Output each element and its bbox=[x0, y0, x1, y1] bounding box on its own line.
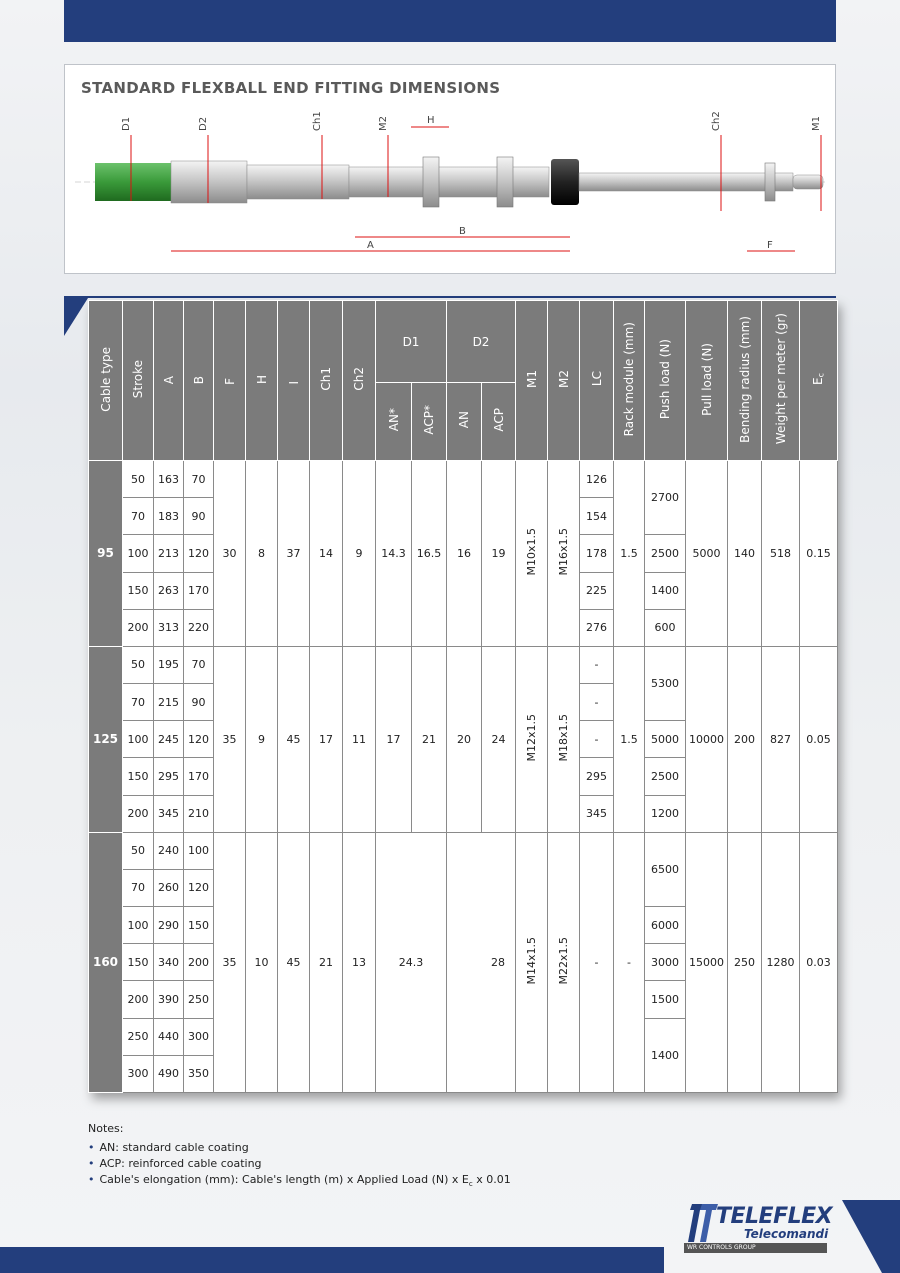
logo-strip: WR CONTROLS GROUP bbox=[684, 1243, 827, 1253]
lc-cell: - bbox=[580, 646, 614, 683]
stroke-cell: 50 bbox=[123, 461, 154, 498]
label-a: A bbox=[367, 240, 374, 251]
lc-cell: 225 bbox=[580, 572, 614, 609]
b-cell: 120 bbox=[184, 721, 214, 758]
m1-cell: M12x1.5 bbox=[516, 646, 548, 832]
a-cell: 240 bbox=[154, 832, 184, 869]
a-cell: 440 bbox=[154, 1018, 184, 1055]
header-i: I bbox=[278, 301, 310, 461]
lc-cell: 295 bbox=[580, 758, 614, 795]
a-cell: 245 bbox=[154, 721, 184, 758]
push-cell: 2700 bbox=[645, 461, 686, 535]
header-d2-an: AN bbox=[447, 383, 482, 461]
a-cell: 195 bbox=[154, 646, 184, 683]
d2-cell: 28 bbox=[447, 832, 516, 1092]
a-cell: 263 bbox=[154, 572, 184, 609]
label-f: F bbox=[767, 240, 773, 251]
table-row bbox=[89, 461, 838, 480]
ch1-cell: 17 bbox=[310, 646, 343, 832]
h-cell: 9 bbox=[246, 646, 278, 832]
ec-cell: 0.03 bbox=[800, 832, 838, 1092]
d1-acp-cell: 21 bbox=[412, 646, 447, 832]
rod bbox=[579, 173, 793, 191]
f-cell: 35 bbox=[214, 646, 246, 832]
cable-type-cell: 95 bbox=[89, 461, 123, 647]
push-cell: 2500 bbox=[645, 535, 686, 572]
a-cell: 390 bbox=[154, 981, 184, 1018]
b-cell: 350 bbox=[184, 1055, 214, 1092]
b-cell: 90 bbox=[184, 684, 214, 721]
header-d2: D2 bbox=[447, 301, 516, 383]
header-pull-load: Pull load (N) bbox=[686, 301, 728, 461]
push-cell: 1400 bbox=[645, 1018, 686, 1092]
b-cell: 300 bbox=[184, 1018, 214, 1055]
stroke-cell: 50 bbox=[123, 646, 154, 683]
push-cell: 2500 bbox=[645, 758, 686, 795]
note-item: • AN: standard cable coating bbox=[88, 1141, 511, 1154]
table-row bbox=[89, 646, 838, 665]
stroke-cell: 70 bbox=[123, 684, 154, 721]
stroke-cell: 300 bbox=[123, 1055, 154, 1092]
b-cell: 220 bbox=[184, 609, 214, 646]
stroke-cell: 150 bbox=[123, 572, 154, 609]
a-cell: 345 bbox=[154, 795, 184, 832]
pull-cell: 15000 bbox=[686, 832, 728, 1092]
notes-section bbox=[88, 1122, 511, 1191]
push-cell: 1500 bbox=[645, 981, 686, 1018]
label-d1: D1 bbox=[121, 116, 132, 131]
body-d2 bbox=[171, 161, 247, 203]
d2-acp-cell: 19 bbox=[482, 461, 516, 647]
b-cell: 100 bbox=[184, 832, 214, 869]
push-cell: 1200 bbox=[645, 795, 686, 832]
logo-mark-icon bbox=[686, 1202, 720, 1244]
table-row bbox=[89, 832, 838, 851]
d1-cell: 24.3 bbox=[376, 832, 447, 1092]
label-b: B bbox=[459, 226, 466, 237]
header-d1: D1 bbox=[376, 301, 447, 383]
a-cell: 295 bbox=[154, 758, 184, 795]
d2-acp-cell: 24 bbox=[482, 646, 516, 832]
push-cell: 6500 bbox=[645, 832, 686, 906]
stroke-cell: 100 bbox=[123, 721, 154, 758]
b-cell: 200 bbox=[184, 944, 214, 981]
rack-cell: 1.5 bbox=[614, 646, 645, 832]
h-cell: 8 bbox=[246, 461, 278, 647]
header-rack-module: Rack module (mm) bbox=[614, 301, 645, 461]
cable-type-cell: 160 bbox=[89, 832, 123, 1092]
push-cell: 1400 bbox=[645, 572, 686, 609]
ch2-cell: 13 bbox=[343, 832, 376, 1092]
m2-cell: M22x1.5 bbox=[548, 832, 580, 1092]
ec-cell: 0.15 bbox=[800, 461, 838, 647]
header-a: A bbox=[154, 301, 184, 461]
b-cell: 120 bbox=[184, 535, 214, 572]
label-ch2: Ch2 bbox=[711, 111, 722, 131]
d1-an-cell: 17 bbox=[376, 646, 412, 832]
dimension-table bbox=[88, 300, 837, 1093]
label-ch1: Ch1 bbox=[312, 111, 323, 131]
pull-cell: 10000 bbox=[686, 646, 728, 832]
cable-type-cell: 125 bbox=[89, 646, 123, 832]
stroke-cell: 200 bbox=[123, 795, 154, 832]
f-cell: 30 bbox=[214, 461, 246, 647]
a-cell: 340 bbox=[154, 944, 184, 981]
teleflex-logo bbox=[684, 1200, 834, 1260]
header-d2-acp: ACP bbox=[482, 383, 516, 461]
header-d1-an: AN* bbox=[376, 383, 412, 461]
shaft-1 bbox=[247, 165, 349, 199]
ch1-cell: 21 bbox=[310, 832, 343, 1092]
stroke-cell: 70 bbox=[123, 869, 154, 906]
ec-cell: 0.05 bbox=[800, 646, 838, 832]
i-cell: 45 bbox=[278, 832, 310, 1092]
m2-cell: M16x1.5 bbox=[548, 461, 580, 647]
note-item: • Cable's elongation (mm): Cable's length (m) x Applied Load (N) x $E_c$ x 0.01 bbox=[88, 1173, 511, 1188]
m2-cell: M18x1.5 bbox=[548, 646, 580, 832]
b-cell: 70 bbox=[184, 461, 214, 498]
lc-cell: 178 bbox=[580, 535, 614, 572]
m1-cell: M14x1.5 bbox=[516, 832, 548, 1092]
nut-1 bbox=[423, 157, 439, 207]
push-cell: 600 bbox=[645, 609, 686, 646]
lc-cell: 126 bbox=[580, 461, 614, 498]
stroke-cell: 150 bbox=[123, 944, 154, 981]
weight-cell: 1280 bbox=[762, 832, 800, 1092]
nut-2 bbox=[497, 157, 513, 207]
a-cell: 290 bbox=[154, 907, 184, 944]
diagram-title: STANDARD FLEXBALL END FITTING DIMENSIONS bbox=[81, 79, 501, 97]
b-cell: 120 bbox=[184, 869, 214, 906]
label-m2: M2 bbox=[378, 116, 389, 131]
a-cell: 213 bbox=[154, 535, 184, 572]
bottom-corner-accent bbox=[842, 1200, 900, 1273]
header-b: B bbox=[184, 301, 214, 461]
shaft-2 bbox=[349, 167, 549, 197]
black-ring bbox=[551, 159, 579, 205]
stroke-cell: 200 bbox=[123, 609, 154, 646]
weight-cell: 518 bbox=[762, 461, 800, 647]
header-push-load: Push load (N) bbox=[645, 301, 686, 461]
bend-cell: 200 bbox=[728, 646, 762, 832]
a-cell: 215 bbox=[154, 684, 184, 721]
b-cell: 70 bbox=[184, 646, 214, 683]
stroke-cell: 100 bbox=[123, 907, 154, 944]
logo-sub: Telecomandi bbox=[744, 1227, 829, 1241]
b-cell: 170 bbox=[184, 572, 214, 609]
rod-end bbox=[793, 175, 823, 189]
ch1-cell: 14 bbox=[310, 461, 343, 647]
stroke-cell: 70 bbox=[123, 498, 154, 535]
stroke-cell: 50 bbox=[123, 832, 154, 869]
label-h: H bbox=[427, 115, 435, 126]
header-cable-type: Cable type bbox=[89, 301, 123, 461]
lc-cell: 154 bbox=[580, 498, 614, 535]
top-banner bbox=[64, 0, 836, 42]
i-cell: 45 bbox=[278, 646, 310, 832]
lc-cell: 276 bbox=[580, 609, 614, 646]
h-cell: 10 bbox=[246, 832, 278, 1092]
flexball-drawing bbox=[65, 65, 835, 273]
lc-cell: - bbox=[580, 721, 614, 758]
header-d1-acp: ACP* bbox=[412, 383, 447, 461]
ch2-cell: 11 bbox=[343, 646, 376, 832]
nut-3 bbox=[765, 163, 775, 201]
d1-acp-cell: 16.5 bbox=[412, 461, 447, 647]
i-cell: 37 bbox=[278, 461, 310, 647]
dimension-diagram bbox=[64, 64, 836, 274]
push-cell: 3000 bbox=[645, 944, 686, 981]
ch2-cell: 9 bbox=[343, 461, 376, 647]
bend-cell: 250 bbox=[728, 832, 762, 1092]
d1-an-cell: 14.3 bbox=[376, 461, 412, 647]
label-d2: D2 bbox=[198, 116, 209, 131]
rack-cell: 1.5 bbox=[614, 461, 645, 647]
lc-cell: - bbox=[580, 832, 614, 1092]
corner-accent bbox=[64, 298, 88, 336]
label-m1: M1 bbox=[811, 116, 822, 131]
push-cell: 5000 bbox=[645, 721, 686, 758]
stroke-cell: 200 bbox=[123, 981, 154, 1018]
push-cell: 6000 bbox=[645, 907, 686, 944]
rack-cell: - bbox=[614, 832, 645, 1092]
logo-name: TELEFLEX bbox=[716, 1204, 833, 1229]
bottom-banner bbox=[0, 1247, 664, 1273]
m1-cell: M10x1.5 bbox=[516, 461, 548, 647]
lc-cell: - bbox=[580, 684, 614, 721]
header-weight: Weight per meter (gr) bbox=[762, 301, 800, 461]
bend-cell: 140 bbox=[728, 461, 762, 647]
header-h: H bbox=[246, 301, 278, 461]
header-bending-radius: Bending radius (mm) bbox=[728, 301, 762, 461]
section-divider bbox=[64, 296, 836, 298]
b-cell: 250 bbox=[184, 981, 214, 1018]
d2-an-cell: 16 bbox=[447, 461, 482, 647]
notes-title: Notes: bbox=[88, 1122, 124, 1135]
pull-cell: 5000 bbox=[686, 461, 728, 647]
a-cell: 183 bbox=[154, 498, 184, 535]
b-cell: 170 bbox=[184, 758, 214, 795]
push-cell: 5300 bbox=[645, 646, 686, 720]
b-cell: 210 bbox=[184, 795, 214, 832]
a-cell: 313 bbox=[154, 609, 184, 646]
header-ch1: Ch1 bbox=[310, 301, 343, 461]
header-ec: $E_c$ bbox=[800, 301, 838, 461]
a-cell: 260 bbox=[154, 869, 184, 906]
stroke-cell: 150 bbox=[123, 758, 154, 795]
header-lc: LC bbox=[580, 301, 614, 461]
header-f: F bbox=[214, 301, 246, 461]
stroke-cell: 100 bbox=[123, 535, 154, 572]
a-cell: 490 bbox=[154, 1055, 184, 1092]
note-item: • ACP: reinforced cable coating bbox=[88, 1157, 511, 1170]
header-m1: M1 bbox=[516, 301, 548, 461]
a-cell: 163 bbox=[154, 461, 184, 498]
header-ch2: Ch2 bbox=[343, 301, 376, 461]
stroke-cell: 250 bbox=[123, 1018, 154, 1055]
header-m2: M2 bbox=[548, 301, 580, 461]
weight-cell: 827 bbox=[762, 646, 800, 832]
b-cell: 90 bbox=[184, 498, 214, 535]
lc-cell: 345 bbox=[580, 795, 614, 832]
green-cable bbox=[95, 163, 171, 201]
d2-an-cell: 20 bbox=[447, 646, 482, 832]
b-cell: 150 bbox=[184, 907, 214, 944]
f-cell: 35 bbox=[214, 832, 246, 1092]
header-stroke: Stroke bbox=[123, 301, 154, 461]
